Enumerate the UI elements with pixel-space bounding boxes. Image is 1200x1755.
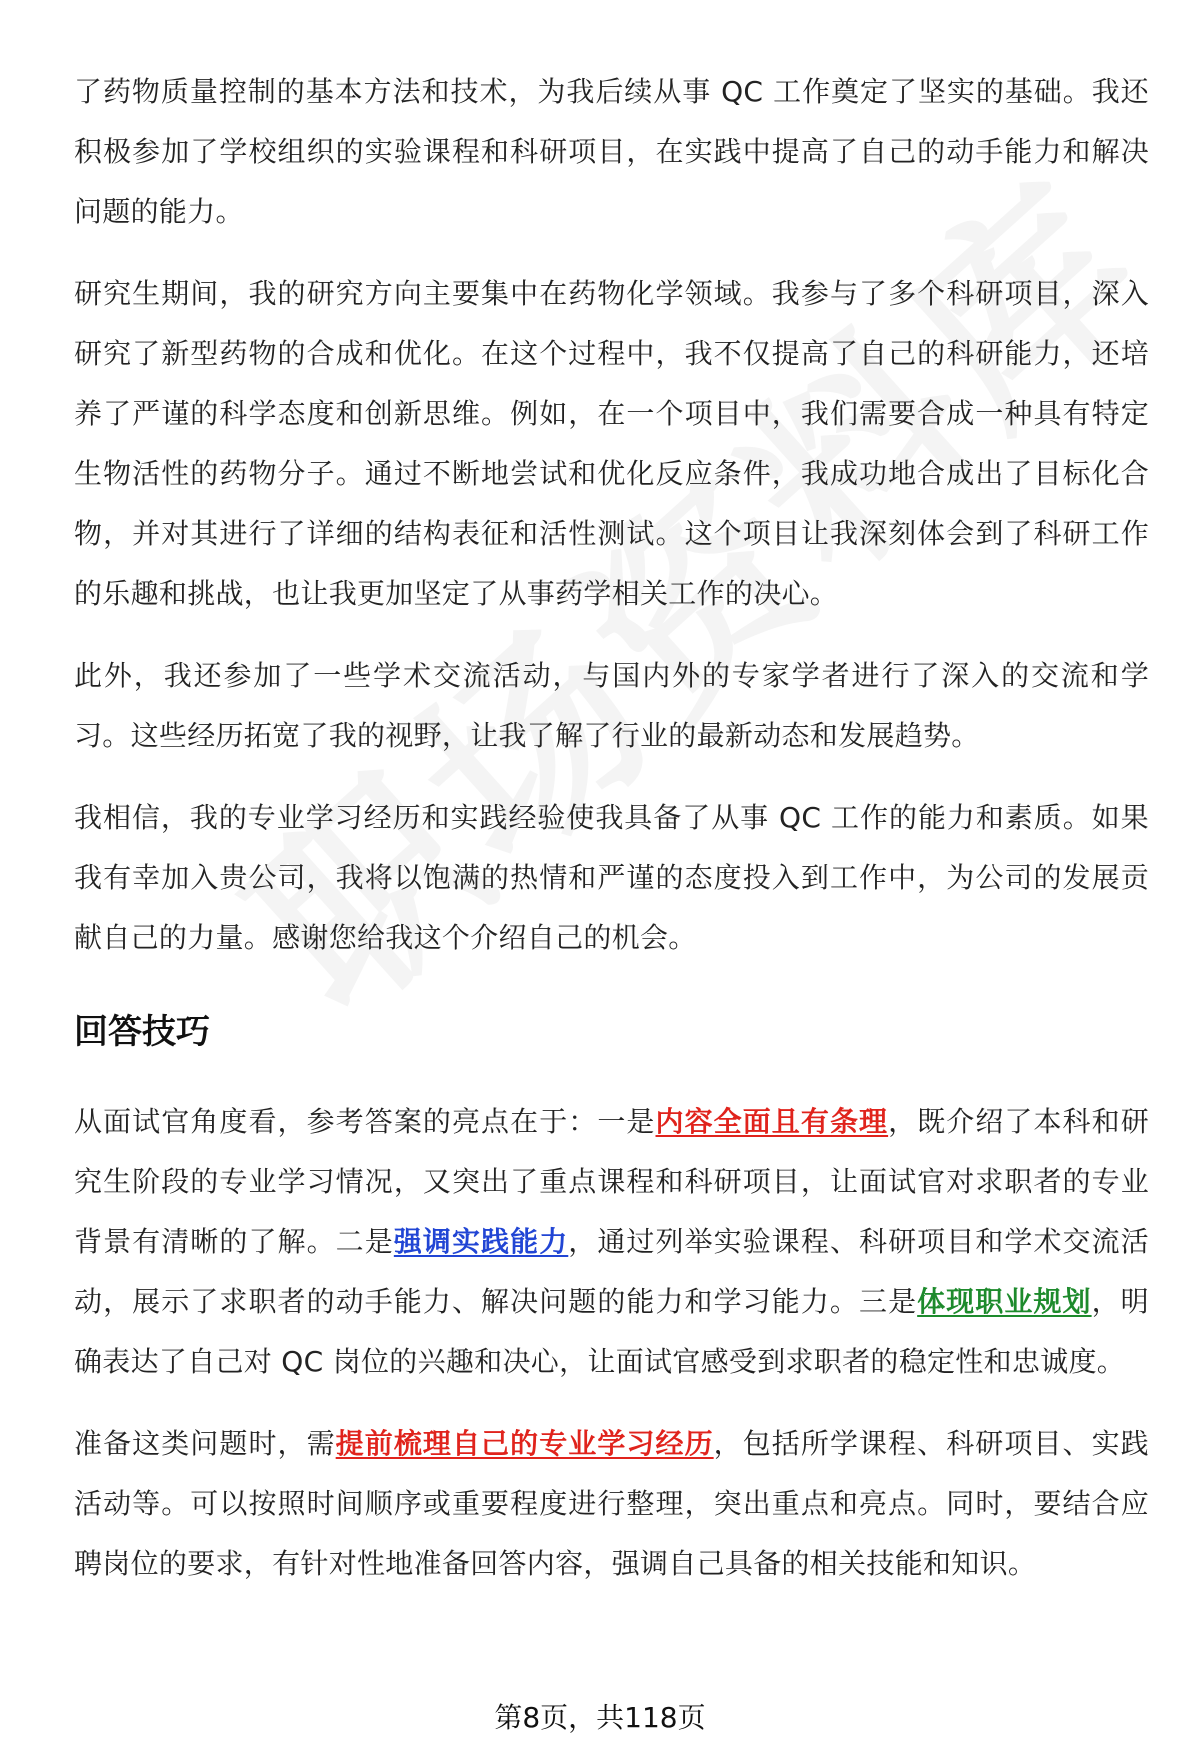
paragraph-4: 我相信，我的专业学习经历和实践经验使我具备了从事 QC 工作的能力和素质。如果我有幸加入贵公司，我将以饱满的热情和严谨的态度投入到工作中，为公司的发展贡献自己的力量。感谢您给我这个介绍自己的机会。 <box>74 801 1149 954</box>
tips-1-text-part2: ，既介绍了本科和研究生阶段的专业学习情况，又突出了重点课程和科研项目，让面试官对求职者的专业背景有清晰的了解。二是 <box>74 1105 1150 1258</box>
tips-1-text-part3: ，通过列举实验课程、科研项目和学术交流活动，展示了求职者的动手能力、解决问题的能力和学习能力。三是 <box>74 1225 1149 1318</box>
page-number-footer: 第8页，共118页 <box>494 1701 706 1734</box>
tips-paragraph-2 <box>74 1414 1149 1594</box>
highlight-comprehensive-content: 内容全面且有条理 <box>655 1105 889 1138</box>
tips-1-text-part4: ，明确表达了自己对 QC 岗位的兴趣和决心，让面试官感受到求职者的稳定性和忠诚度。 <box>74 1285 1149 1378</box>
highlight-practical-ability: 强调实践能力 <box>393 1225 569 1258</box>
tips-2-text-part1: 准备这类问题时，需 <box>74 1427 336 1460</box>
document-page <box>74 62 1149 1616</box>
tips-2-text-part2: ，包括所学课程、科研项目、实践活动等。可以按照时间顺序或重要程度进行整理，突出重点和亮点。同时，要结合应聘岗位的要求，有针对性地准备回答内容，强调自己具备的相关技能和知识。 <box>74 1427 1149 1580</box>
section-heading: 回答技巧 <box>74 1012 210 1052</box>
paragraph-2: 研究生期间，我的研究方向主要集中在药物化学领域。我参与了多个科研项目，深入研究了新型药物的合成和优化。在这个过程中，我不仅提高了自己的科研能力，还培养了严谨的科学态度和创新思维。例如，在一个项目中，我们需要合成一种具有特定生物活性的药物分子。通过不断地尝试和优化反应条件，我成功地合成出了目标化合物，并对其进行了详细的结构表征和活性测试。这个项目让我深刻体会到了科研工作的乐趣和挑战，也让我更加坚定了从事药学相关工作的决心。 <box>74 277 1149 610</box>
highlight-career-plan: 体现职业规划 <box>917 1285 1092 1318</box>
paragraph-1: 了药物质量控制的基本方法和技术，为我后续从事 QC 工作奠定了坚实的基础。我还积极参加了学校组织的实验课程和科研项目，在实践中提高了自己的动手能力和解决问题的能力。 <box>74 75 1149 228</box>
tips-1-text-part1: 从面试官角度看，参考答案的亮点在于：一是 <box>74 1105 656 1138</box>
tips-paragraph-1 <box>74 1092 1149 1392</box>
highlight-organize-experience: 提前梳理自己的专业学习经历 <box>335 1427 714 1460</box>
paragraph-3: 此外，我还参加了一些学术交流活动，与国内外的专家学者进行了深入的交流和学习。这些经历拓宽了我的视野，让我了解了行业的最新动态和发展趋势。 <box>74 659 1149 752</box>
